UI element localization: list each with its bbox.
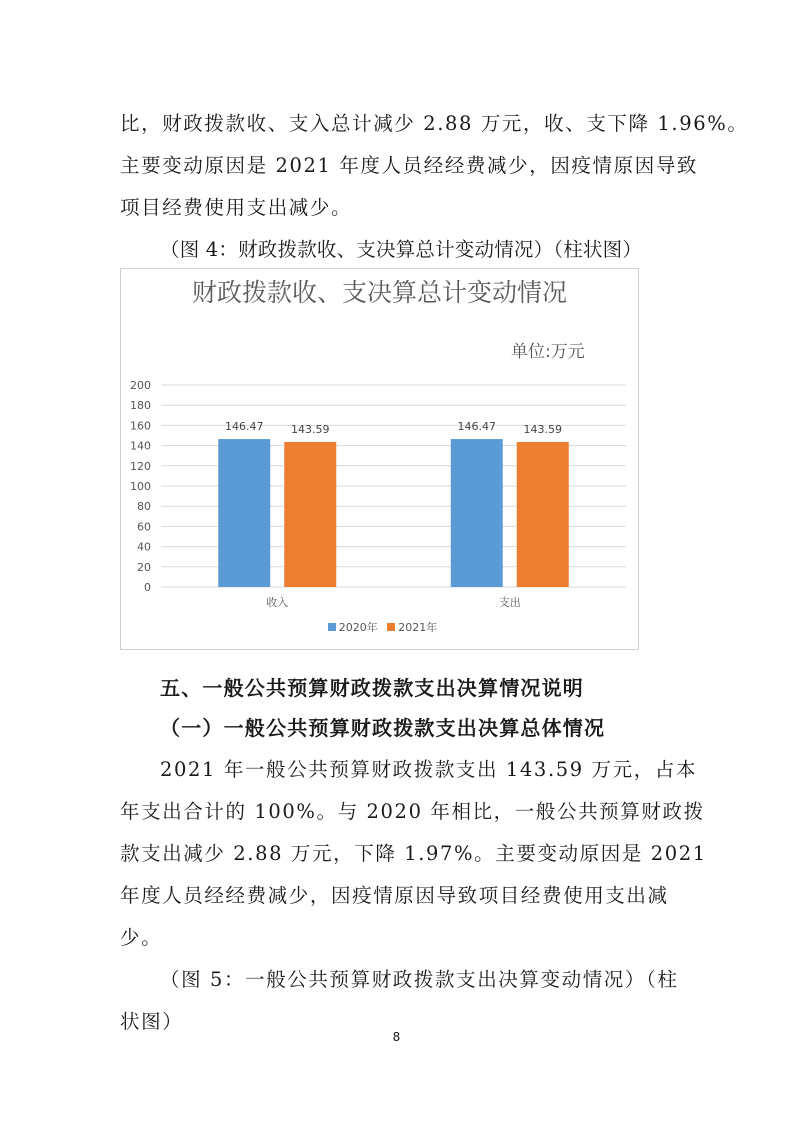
subsection-heading: （一）一般公共预算财政拨款支出决算总体情况	[160, 716, 606, 740]
legend-swatch-2020	[328, 623, 336, 631]
text-line: 状图）	[120, 1010, 184, 1033]
chart-frame	[120, 268, 639, 650]
y-tick-label: 60	[137, 520, 151, 534]
text-line: 项目经费使用支出减少。	[120, 196, 353, 219]
data-label: 146.47	[457, 420, 496, 434]
text-line: 年度人员经经费减少，因疫情原因导致项目经费使用支出减	[120, 884, 669, 907]
chart-unit-label: 单位:万元	[511, 342, 585, 362]
x-tick-label: 收入	[266, 596, 289, 609]
y-tick-label: 160	[130, 419, 151, 433]
y-tick-label: 40	[137, 540, 151, 554]
text-line: （图 5：一般公共预算财政拨款支出决算变动情况）（柱	[160, 968, 679, 991]
text-line: 少。	[120, 926, 163, 949]
page-number: 8	[392, 1030, 401, 1044]
data-label: 143.59	[291, 422, 330, 436]
x-tick-label: 支出	[498, 596, 521, 609]
y-tick-label: 140	[130, 439, 151, 453]
y-tick-label: 100	[130, 480, 151, 493]
bar-chart	[121, 269, 638, 614]
text-line: 年支出合计的 100%。与 2020 年相比，一般公共预算财政拨	[120, 800, 705, 823]
text-line: 主要变动原因是 2021 年度人员经经费减少，因疫情原因导致	[120, 154, 699, 177]
y-tick-label: 180	[130, 399, 151, 413]
text-line: 2021 年一般公共预算财政拨款支出 143.59 万元，占本	[160, 758, 698, 781]
chart-legend	[121, 619, 638, 635]
figure-4-caption: （图 4：财政拨款收、支决算总计变动情况）（柱状图）	[160, 238, 643, 261]
legend-label-2020: 2020年	[338, 621, 378, 634]
bar	[517, 442, 569, 587]
bar	[451, 439, 503, 587]
text-line: 比，财政拨款收、支入总计减少 2.88 万元，收、支下降 1.96%。	[120, 112, 749, 135]
y-tick-label: 200	[130, 379, 151, 392]
section-heading: 五、一般公共预算财政拨款支出决算情况说明	[160, 676, 584, 700]
bar	[284, 442, 336, 587]
data-label: 143.59	[523, 422, 562, 436]
legend-swatch-2021	[387, 623, 395, 631]
y-tick-label: 20	[137, 560, 151, 574]
text-line: 款支出减少 2.88 万元，下降 1.97%。主要变动原因是 2021	[120, 842, 707, 865]
legend-label-2021: 2021年	[398, 621, 438, 634]
y-tick-label: 80	[137, 500, 151, 514]
y-tick-label: 0	[144, 581, 151, 594]
chart-title: 财政拨款收、支决算总计变动情况	[191, 278, 567, 307]
data-label: 146.47	[225, 420, 264, 434]
bar	[218, 439, 270, 587]
y-tick-label: 120	[130, 459, 151, 473]
